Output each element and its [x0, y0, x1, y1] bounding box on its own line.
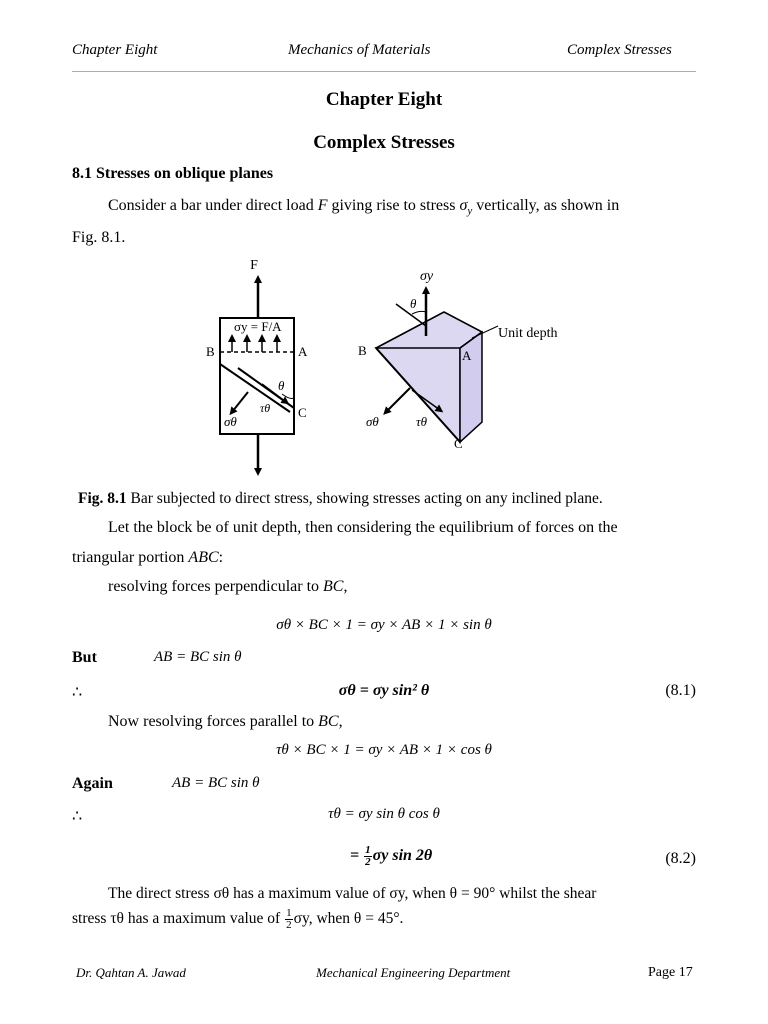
final-frac-num: 1 [286, 907, 292, 919]
caption-text: Bar subjected to direct stress, showing stresses acting on any inclined plane. [126, 490, 603, 507]
header-rule [72, 71, 696, 72]
resolve-par-c: , [338, 713, 343, 730]
figure-8-1 [190, 252, 590, 480]
intro-text-b: giving rise to stress [327, 197, 460, 214]
para2-abc: ABC [188, 549, 219, 566]
label-tau-left: τθ [260, 401, 271, 415]
resolve-perp-a: resolving forces perpendicular to [108, 578, 324, 595]
para2-line1: Let the block be of unit depth, then considering the equilibrium of forces on the [108, 519, 618, 536]
chapter-title: Chapter Eight [325, 89, 443, 110]
label-sigma-right: σθ [366, 414, 379, 429]
equation-8-2-number: (8.2) [665, 850, 696, 867]
footer-department: Mechanical Engineering Department [316, 965, 511, 980]
label-A-right: A [462, 348, 472, 363]
equation-tau: τθ = σy sin θ cos θ [328, 806, 440, 822]
equation-par: τθ × BC × 1 = σy × AB × 1 × cos θ [276, 742, 492, 758]
intro-text-c: vertically, as shown in [472, 197, 620, 214]
eq82-frac-num: 1 [365, 844, 371, 856]
sigma-arrow-right [386, 388, 410, 412]
caption-label: Fig. 8.1 [78, 490, 127, 507]
intro-paragraph [108, 196, 619, 221]
footer-page-number: Page 17 [648, 965, 693, 980]
label-B-right: B [358, 343, 367, 358]
label-F: F [250, 258, 258, 273]
footer-author: Dr. Qahtan A. Jawad [76, 965, 186, 980]
final-text-b: σy, when θ = 45°. [293, 910, 404, 928]
label-A-left: A [298, 344, 308, 359]
header-topic: Complex Stresses [567, 42, 672, 58]
label-theta-left: θ [278, 378, 285, 393]
para2-line2 [72, 548, 223, 568]
label-B-left: B [206, 344, 215, 359]
label-theta-right: θ [410, 296, 417, 311]
label-sigma-left: σθ [224, 414, 237, 429]
resolve-perp-line [108, 577, 347, 597]
subject-title: Complex Stresses [313, 132, 455, 153]
figure-caption [78, 489, 603, 509]
intro-sigma: σ [459, 197, 468, 214]
final-text-a: stress τθ has a maximum value of [72, 910, 285, 928]
again-label: Again [72, 775, 113, 792]
theta-arc-left [282, 394, 294, 399]
equation-8-1: σθ = σy sin² θ [338, 682, 430, 699]
label-stress: σy = F/A [234, 319, 282, 334]
equation-8-2 [350, 845, 432, 868]
intro-text-a: Consider a bar under direct load [108, 197, 318, 214]
but-equation: AB = BC sin θ [154, 649, 242, 665]
resolve-par-a: Now resolving forces parallel to [108, 713, 319, 730]
intro-line2: Fig. 8.1. [72, 229, 126, 246]
label-tau-right: τθ [416, 414, 428, 429]
resolve-perp-c: , [343, 578, 348, 595]
but-label: But [72, 649, 97, 666]
final-frac-den: 2 [286, 919, 292, 931]
therefore-symbol-1: ∴ [72, 684, 83, 701]
header-chapter: Chapter Eight [72, 42, 158, 58]
eq82-frac-den: 2 [365, 856, 371, 868]
prism-diagram [358, 269, 558, 451]
label-unit-depth: Unit depth [498, 326, 558, 341]
resolve-par-line [108, 712, 343, 732]
final-line1: The direct stress σθ has a maximum value of σy, when θ = 90° whilst the shear [108, 885, 597, 902]
equation-8-1-number: (8.1) [665, 682, 696, 699]
intro-F: F [317, 197, 328, 214]
intro-sigma-sub: y [467, 205, 473, 218]
eq82-rhs: σy sin 2θ [372, 847, 433, 865]
therefore-symbol-2: ∴ [72, 808, 83, 825]
final-line2 [72, 908, 403, 931]
para2-text-c: : [218, 549, 224, 566]
para2-text-a: triangular portion [72, 549, 189, 566]
bar-diagram [206, 258, 308, 472]
eq82-fraction [364, 845, 372, 868]
again-equation: AB = BC sin θ [172, 775, 260, 791]
theta-arc-right [412, 311, 426, 314]
resolve-par-bc: BC [318, 713, 339, 730]
eq82-equals: = [350, 847, 364, 865]
resolve-perp-bc: BC [323, 578, 344, 595]
equation-perp: σθ × BC × 1 = σy × AB × 1 × sin θ [276, 617, 492, 633]
final-fraction [285, 908, 293, 931]
label-C-left: C [298, 405, 307, 420]
section-heading: 8.1 Stresses on oblique planes [72, 165, 274, 182]
label-C-right: C [454, 436, 463, 451]
header-course: Mechanics of Materials [288, 42, 431, 58]
sigma-arrow-left [232, 392, 248, 412]
label-sigma-y-right: σy [420, 269, 434, 284]
